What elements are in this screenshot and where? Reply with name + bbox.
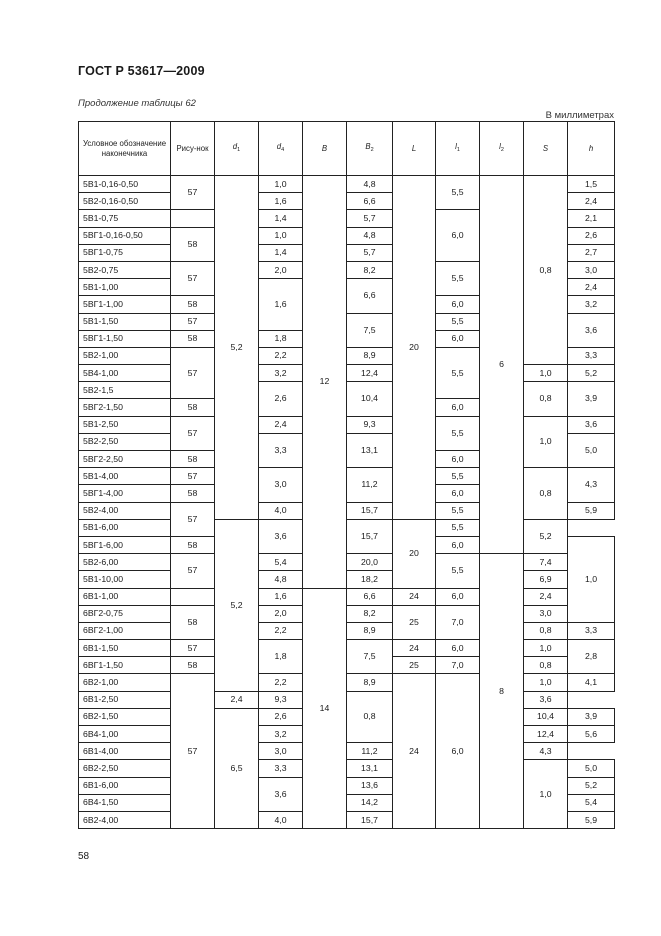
cell-S: 5,2 — [524, 519, 568, 553]
cell-d4: 2,0 — [259, 261, 303, 278]
cell-fig: 57 — [171, 313, 215, 330]
designation-cell: 5ВГ1-6,00 — [79, 536, 171, 553]
table-row — [79, 571, 615, 588]
cell-l2: 8 — [480, 554, 524, 829]
cell-S: 1,0 — [524, 365, 568, 382]
cell-S: 0,8 — [524, 382, 568, 416]
designation-cell: 5В1-2,50 — [79, 416, 171, 433]
designation-cell: 5В2-1,5 — [79, 382, 171, 399]
cell-B2: 5,7 — [347, 244, 393, 261]
cell-d4: 5,4 — [259, 554, 303, 571]
cell-fig: 57 — [171, 674, 215, 829]
cell-fig: 58 — [171, 485, 215, 502]
cell-B2: 11,2 — [347, 743, 393, 760]
cell-fig: 58 — [171, 657, 215, 674]
cell-h: 5,2 — [568, 365, 615, 382]
cell-S: 0,8 — [524, 622, 568, 639]
designation-cell: 5В1-0,75 — [79, 210, 171, 227]
col-header-sub: 1 — [456, 147, 460, 153]
cell-d4: 1,8 — [259, 330, 303, 347]
cell-B2: 4,8 — [347, 176, 393, 193]
cell-d4: 4,8 — [259, 571, 303, 588]
designation-cell: 6В1-6,00 — [79, 777, 171, 794]
cell-d4: 3,2 — [259, 365, 303, 382]
col-header-label: S — [542, 143, 549, 153]
cell-l1: 5,5 — [436, 261, 480, 295]
cell-d4: 1,6 — [259, 588, 303, 605]
cell-fig: 58 — [171, 536, 215, 553]
cell-S: 3,6 — [524, 691, 568, 708]
designation-cell: 5В1-0,16-0,50 — [79, 176, 171, 193]
designation-cell: 5ВГ1-4,00 — [79, 485, 171, 502]
cell-h: 3,9 — [568, 708, 615, 725]
cell-l1: 5,5 — [436, 176, 480, 210]
table-row — [79, 588, 615, 605]
cell-B2: 8,9 — [347, 674, 393, 691]
cell-B2: 11,2 — [347, 468, 393, 502]
designation-cell: 5ВГ1-1,50 — [79, 330, 171, 347]
cell-L: 20 — [393, 519, 436, 588]
cell-B2: 9,3 — [347, 416, 393, 433]
cell-L: 24 — [393, 640, 436, 657]
designation-cell: 6В2-1,00 — [79, 674, 171, 691]
cell-B2: 6,6 — [347, 279, 393, 313]
cell-l1: 5,5 — [436, 554, 480, 588]
cell-B2: 13,6 — [347, 777, 393, 794]
designation-cell: 6В4-1,50 — [79, 794, 171, 811]
cell-d1: 6,5 — [215, 708, 259, 828]
designation-cell: 5ВГ2-2,50 — [79, 451, 171, 468]
cell-d4: 3,2 — [259, 726, 303, 743]
cell-d4: 3,3 — [259, 760, 303, 777]
cell-l1: 6,0 — [436, 296, 480, 313]
col-header-label: l — [455, 142, 457, 151]
cell-h: 3,2 — [568, 296, 615, 313]
col-header-h — [568, 122, 615, 176]
table-row — [79, 416, 615, 433]
table-row — [79, 674, 615, 691]
designation-cell: 6В2-4,00 — [79, 811, 171, 828]
designation-cell: 6ВГ2-1,00 — [79, 622, 171, 639]
cell-d4: 4,0 — [259, 811, 303, 828]
page-number: 58 — [78, 851, 90, 862]
designation-cell: 5В2-0,16-0,50 — [79, 193, 171, 210]
cell-h: 3,9 — [568, 382, 615, 416]
cell-l2: 6 — [480, 176, 524, 554]
cell-fig — [171, 588, 215, 605]
col-header-sub: 2 — [500, 147, 504, 153]
col-header-sub: 1 — [237, 147, 241, 153]
designation-cell: 6В1-1,00 — [79, 588, 171, 605]
cell-S: 4,3 — [524, 743, 568, 760]
cell-l1: 6,0 — [436, 674, 480, 829]
cell-h: 5,9 — [568, 502, 615, 519]
cell-fig: 57 — [171, 640, 215, 657]
col-header-S — [524, 122, 568, 176]
cell-B2: 8,9 — [347, 347, 393, 364]
cell-h: 4,1 — [568, 674, 615, 691]
col-header-label: d — [276, 142, 282, 151]
cell-fig: 58 — [171, 399, 215, 416]
col-header-label: h — [588, 143, 594, 153]
cell-fig: 58 — [171, 605, 215, 639]
cell-h: 2,8 — [568, 640, 615, 674]
cell-d4: 3,0 — [259, 468, 303, 502]
cell-d1: 2,4 — [215, 691, 259, 708]
designation-cell: 5ВГ2-1,50 — [79, 399, 171, 416]
cell-h: 5,0 — [568, 433, 615, 467]
table-row — [79, 176, 615, 193]
designation-cell: 6В2-1,50 — [79, 708, 171, 725]
designation-cell: 6ВГ2-0,75 — [79, 605, 171, 622]
cell-L: 24 — [393, 674, 436, 829]
cell-d4: 2,6 — [259, 382, 303, 416]
cell-h: 3,6 — [568, 416, 615, 433]
cell-d4: 1,0 — [259, 227, 303, 244]
cell-h: 3,3 — [568, 622, 615, 639]
cell-l1: 5,5 — [436, 313, 480, 330]
table-header-row — [79, 122, 615, 176]
cell-d4: 3,6 — [259, 519, 303, 553]
cell-l1: 6,0 — [436, 399, 480, 416]
cell-B2: 20,0 — [347, 554, 393, 571]
col-header-B — [303, 122, 347, 176]
cell-l1: 6,0 — [436, 640, 480, 657]
cell-h: 5,6 — [568, 726, 615, 743]
cell-fig: 57 — [171, 347, 215, 399]
cell-l1: 6,0 — [436, 330, 480, 347]
cell-d4: 3,3 — [259, 433, 303, 467]
cell-S: 1,0 — [524, 640, 568, 657]
cell-S: 1,0 — [524, 416, 568, 468]
cell-h: 1,0 — [568, 536, 615, 622]
designation-cell: 5В1-4,00 — [79, 468, 171, 485]
cell-S: 3,0 — [524, 605, 568, 622]
col-header-label: Рису-нок — [176, 143, 209, 153]
cell-l1: 6,0 — [436, 588, 480, 605]
cell-fig: 58 — [171, 330, 215, 347]
cell-d4: 4,0 — [259, 502, 303, 519]
cell-d4: 9,3 — [259, 691, 303, 708]
cell-fig: 58 — [171, 227, 215, 261]
col-header-sub: 2 — [370, 147, 374, 153]
cell-l1: 5,5 — [436, 416, 480, 450]
designation-cell: 5В1-1,00 — [79, 279, 171, 296]
cell-h: 2,1 — [568, 210, 615, 227]
table-row — [79, 691, 615, 708]
cell-h: 1,5 — [568, 176, 615, 193]
cell-l1: 5,5 — [436, 519, 480, 536]
table-row — [79, 365, 615, 382]
cell-h: 5,2 — [568, 777, 615, 794]
cell-S: 2,4 — [524, 588, 568, 605]
cell-d4: 3,0 — [259, 743, 303, 760]
cell-d4: 2,4 — [259, 416, 303, 433]
table-row — [79, 760, 615, 777]
cell-S: 0,8 — [524, 468, 568, 520]
cell-fig: 57 — [171, 416, 215, 450]
designation-cell: 6В1-2,50 — [79, 691, 171, 708]
cell-fig: 57 — [171, 502, 215, 536]
col-header-label: B — [365, 142, 371, 151]
col-header-designation — [79, 122, 171, 176]
cell-S: 12,4 — [524, 726, 568, 743]
table-row — [79, 554, 615, 571]
cell-L: 25 — [393, 657, 436, 674]
cell-h: 2,7 — [568, 244, 615, 261]
cell-B2: 6,6 — [347, 193, 393, 210]
cell-h: 3,3 — [568, 347, 615, 364]
cell-B2: 13,1 — [347, 433, 393, 467]
cell-l1: 5,5 — [436, 502, 480, 519]
cell-B2: 0,8 — [347, 691, 393, 743]
col-header-label: l — [499, 142, 501, 151]
cell-B2: 8,9 — [347, 622, 393, 639]
designation-cell: 5ВГ1-1,00 — [79, 296, 171, 313]
col-header-B2 — [347, 122, 393, 176]
table-row — [79, 519, 615, 536]
cell-B2: 5,7 — [347, 210, 393, 227]
cell-l1: 6,0 — [436, 536, 480, 553]
cell-B2: 6,6 — [347, 588, 393, 605]
designation-cell: 5В2-1,00 — [79, 347, 171, 364]
table-row — [79, 468, 615, 485]
cell-d1: 5,2 — [215, 519, 259, 691]
table-row — [79, 382, 615, 399]
cell-fig: 58 — [171, 451, 215, 468]
cell-S: 6,9 — [524, 571, 568, 588]
cell-L: 20 — [393, 176, 436, 520]
col-header-label: B — [321, 143, 328, 153]
col-header-l2 — [480, 122, 524, 176]
cell-B: 12 — [303, 176, 347, 589]
cell-fig: 57 — [171, 176, 215, 210]
designation-cell: 5В1-10,00 — [79, 571, 171, 588]
col-header-sub: 4 — [281, 147, 285, 153]
cell-d4: 1,4 — [259, 244, 303, 261]
col-header-label: Условное обозначение наконечника — [82, 138, 167, 158]
cell-d4: 2,2 — [259, 347, 303, 364]
cell-B2: 4,8 — [347, 227, 393, 244]
table-row — [79, 605, 615, 622]
cell-h: 2,4 — [568, 279, 615, 296]
cell-B2: 13,1 — [347, 760, 393, 777]
cell-l1: 5,5 — [436, 347, 480, 399]
cell-B2: 8,2 — [347, 261, 393, 278]
designation-cell: 5ВГ1-0,16-0,50 — [79, 227, 171, 244]
cell-h: 3,0 — [568, 261, 615, 278]
designation-cell: 5В2-2,50 — [79, 433, 171, 450]
cell-d4: 1,6 — [259, 279, 303, 331]
cell-B2: 7,5 — [347, 313, 393, 347]
designation-cell: 6В1-4,00 — [79, 743, 171, 760]
cell-L: 24 — [393, 588, 436, 605]
col-header-d4 — [259, 122, 303, 176]
cell-B2: 12,4 — [347, 365, 393, 382]
designation-cell: 5В4-1,00 — [79, 365, 171, 382]
cell-S: 1,0 — [524, 760, 568, 829]
cell-fig: 57 — [171, 554, 215, 588]
cell-S: 0,8 — [524, 657, 568, 674]
units-caption: В миллиметрах — [545, 110, 614, 121]
designation-cell: 5В2-0,75 — [79, 261, 171, 278]
cell-l1: 6,0 — [436, 210, 480, 262]
table-row — [79, 743, 615, 760]
col-header-label: L — [411, 143, 417, 153]
cell-d4: 2,2 — [259, 674, 303, 691]
cell-fig — [171, 210, 215, 227]
cell-fig: 58 — [171, 296, 215, 313]
cell-B2: 15,7 — [347, 502, 393, 519]
cell-d4: 1,4 — [259, 210, 303, 227]
designation-cell: 5В2-6,00 — [79, 554, 171, 571]
cell-S: 0,8 — [524, 176, 568, 365]
designation-cell: 5ВГ1-0,75 — [79, 244, 171, 261]
cell-d4: 2,0 — [259, 605, 303, 622]
cell-B2: 14,2 — [347, 794, 393, 811]
table-row — [79, 640, 615, 657]
cell-d4: 1,8 — [259, 640, 303, 674]
designation-cell: 5В1-1,50 — [79, 313, 171, 330]
designation-cell: 6В4-1,00 — [79, 726, 171, 743]
col-header-L — [393, 122, 436, 176]
cell-h: 5,0 — [568, 760, 615, 777]
cell-d4: 2,2 — [259, 622, 303, 639]
col-header-l1 — [436, 122, 480, 176]
cell-fig: 57 — [171, 468, 215, 485]
cell-d4: 1,6 — [259, 193, 303, 210]
designation-cell: 6В2-2,50 — [79, 760, 171, 777]
cell-S: 1,0 — [524, 674, 568, 691]
table-continuation-caption: Продолжение таблицы 62 — [78, 98, 196, 109]
col-header-figure — [171, 122, 215, 176]
cell-B: 14 — [303, 588, 347, 829]
cell-h: 5,4 — [568, 794, 615, 811]
cell-h: 3,6 — [568, 313, 615, 347]
designation-cell: 5В1-6,00 — [79, 519, 171, 536]
cell-B2: 7,5 — [347, 640, 393, 674]
designation-cell: 6В1-1,50 — [79, 640, 171, 657]
cell-d4: 2,6 — [259, 708, 303, 725]
cell-h: 2,6 — [568, 227, 615, 244]
cell-h: 2,4 — [568, 193, 615, 210]
cell-B2: 15,7 — [347, 519, 393, 553]
cell-B2: 18,2 — [347, 571, 393, 588]
cell-d1: 5,2 — [215, 176, 259, 520]
cell-l1: 5,5 — [436, 468, 480, 485]
cell-d4: 1,0 — [259, 176, 303, 193]
designation-cell: 5В2-4,00 — [79, 502, 171, 519]
cell-l1: 7,0 — [436, 605, 480, 639]
cell-h: 4,3 — [568, 468, 615, 502]
cell-l1: 7,0 — [436, 657, 480, 674]
cell-d4: 3,6 — [259, 777, 303, 811]
cell-L: 25 — [393, 605, 436, 639]
table-body — [79, 176, 615, 829]
dimensions-table — [78, 121, 615, 829]
cell-h: 5,9 — [568, 811, 615, 828]
col-header-d1 — [215, 122, 259, 176]
cell-B2: 10,4 — [347, 382, 393, 416]
cell-fig: 57 — [171, 261, 215, 295]
col-header-label: d — [232, 142, 238, 151]
standard-title: ГОСТ Р 53617—2009 — [78, 64, 205, 78]
table-row — [79, 622, 615, 639]
cell-B2: 8,2 — [347, 605, 393, 622]
cell-B2: 15,7 — [347, 811, 393, 828]
designation-cell: 6ВГ1-1,50 — [79, 657, 171, 674]
cell-S: 7,4 — [524, 554, 568, 571]
cell-S: 10,4 — [524, 708, 568, 725]
cell-l1: 6,0 — [436, 485, 480, 502]
cell-l1: 6,0 — [436, 451, 480, 468]
